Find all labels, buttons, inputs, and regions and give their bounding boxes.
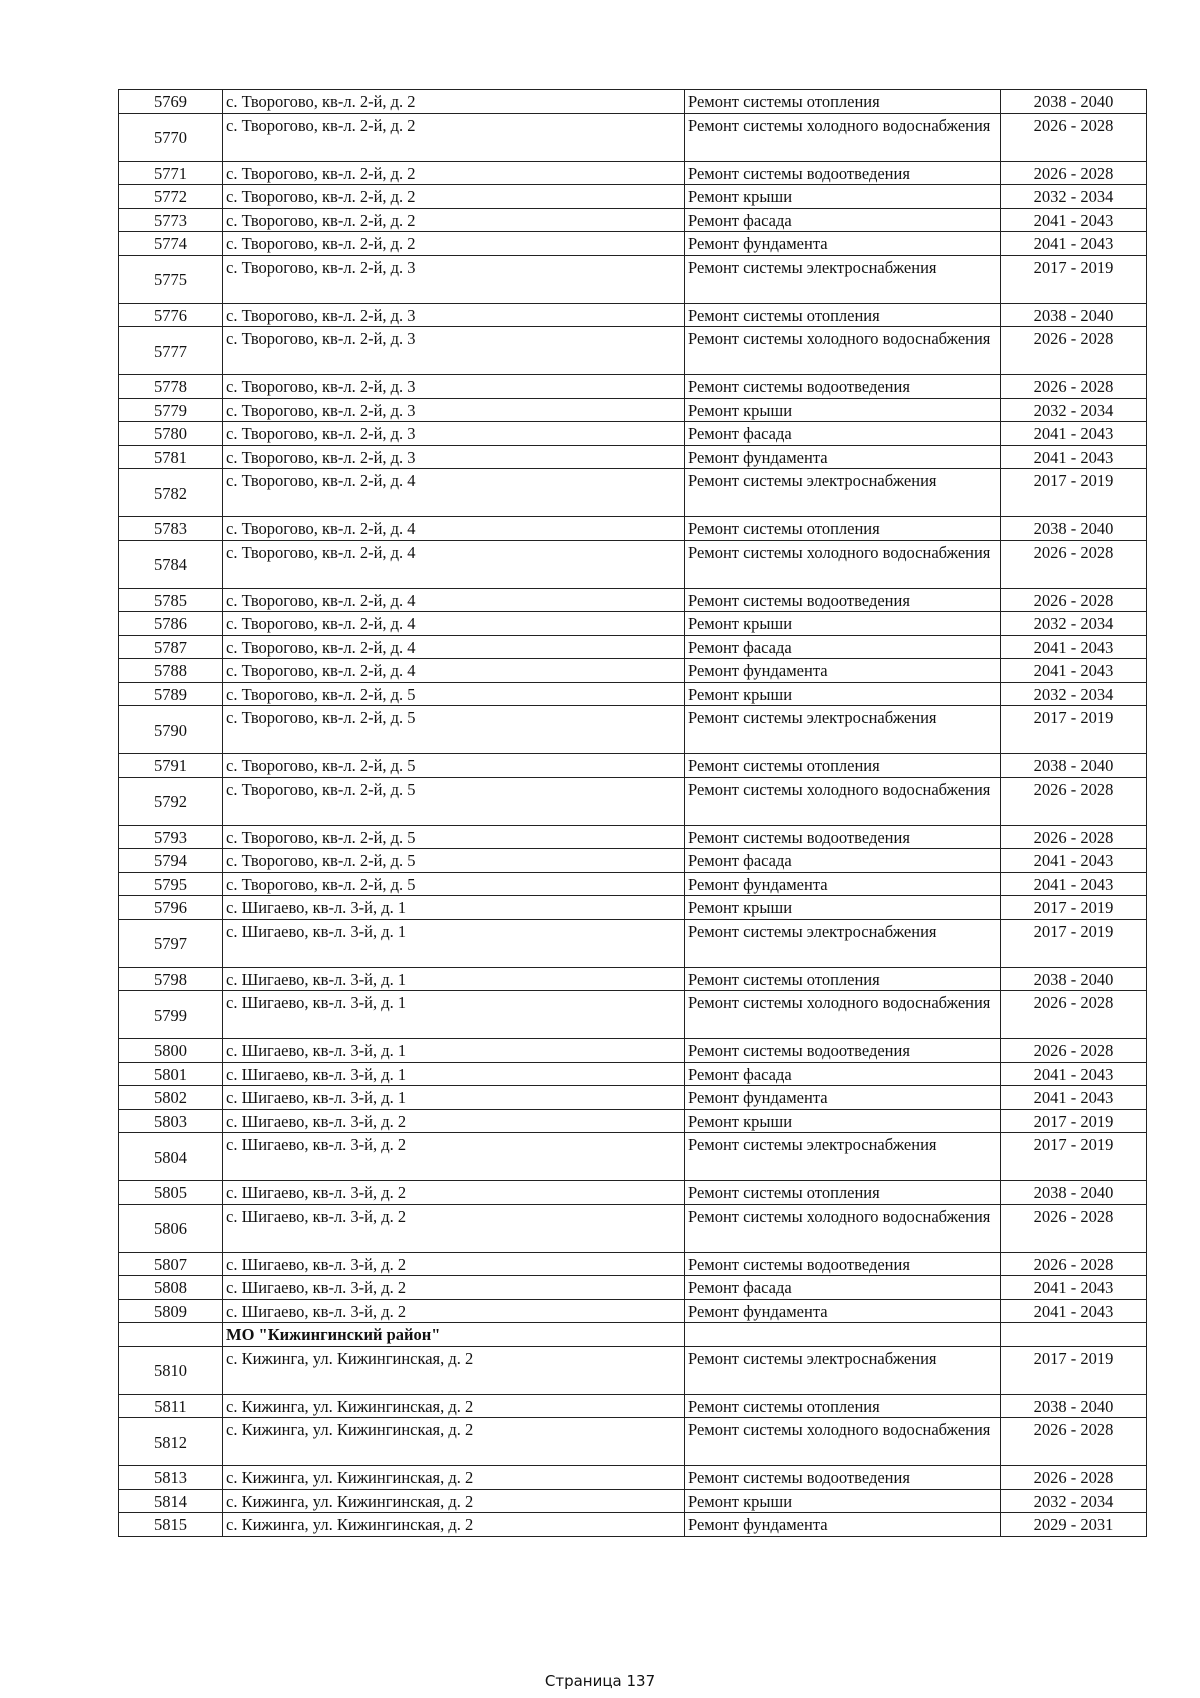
work-type-cell: Ремонт системы холодного водоснабжения: [685, 777, 1001, 825]
work-type-cell: Ремонт системы водоотведения: [685, 588, 1001, 612]
work-type-cell: Ремонт фасада: [685, 1276, 1001, 1300]
address-cell: с. Творогово, кв-л. 2-й, д. 3: [223, 255, 685, 303]
work-type-cell: Ремонт системы холодного водоснабжения: [685, 540, 1001, 588]
row-number-cell: 5774: [119, 232, 223, 256]
address-cell: с. Шигаево, кв-л. 3-й, д. 1: [223, 919, 685, 967]
work-type-cell: Ремонт фундамента: [685, 659, 1001, 683]
table-row: [119, 1466, 1147, 1490]
address-cell: с. Творогово, кв-л. 2-й, д. 2: [223, 208, 685, 232]
row-number-cell: 5802: [119, 1086, 223, 1110]
period-cell: 2026 - 2028: [1001, 1252, 1147, 1276]
work-type-cell: Ремонт системы водоотведения: [685, 1252, 1001, 1276]
period-cell: 2041 - 2043: [1001, 872, 1147, 896]
table-row: [119, 706, 1147, 754]
work-type-cell: Ремонт фасада: [685, 1062, 1001, 1086]
document-sheet: [118, 89, 1147, 1537]
period-cell: 2017 - 2019: [1001, 1346, 1147, 1394]
period-cell: 2038 - 2040: [1001, 1181, 1147, 1205]
row-number-cell: 5776: [119, 303, 223, 327]
work-type-cell: Ремонт крыши: [685, 1109, 1001, 1133]
address-cell: с. Творогово, кв-л. 2-й, д. 4: [223, 588, 685, 612]
period-cell: 2032 - 2034: [1001, 398, 1147, 422]
work-type-cell: Ремонт системы электроснабжения: [685, 706, 1001, 754]
period-cell: 2041 - 2043: [1001, 849, 1147, 873]
work-type-cell: Ремонт крыши: [685, 398, 1001, 422]
table-row: [119, 1204, 1147, 1252]
row-number-cell: 5790: [119, 706, 223, 754]
address-cell: с. Творогово, кв-л. 2-й, д. 2: [223, 232, 685, 256]
table-row: [119, 1346, 1147, 1394]
work-type-cell: Ремонт крыши: [685, 185, 1001, 209]
period-cell: 2032 - 2034: [1001, 1489, 1147, 1513]
table-row: [119, 90, 1147, 114]
table-row: [119, 208, 1147, 232]
row-number-cell: 5813: [119, 1466, 223, 1490]
table-row: [119, 398, 1147, 422]
row-number-cell: 5798: [119, 967, 223, 991]
table-row: [119, 1489, 1147, 1513]
row-number-cell: 5814: [119, 1489, 223, 1513]
period-cell: 2017 - 2019: [1001, 469, 1147, 517]
row-number-cell: 5795: [119, 872, 223, 896]
row-number-cell: 5786: [119, 612, 223, 636]
period-cell: 2026 - 2028: [1001, 1204, 1147, 1252]
work-type-cell: Ремонт системы водоотведения: [685, 1466, 1001, 1490]
section-header-row: [119, 1323, 1147, 1347]
row-number-cell: 5773: [119, 208, 223, 232]
period-cell: 2041 - 2043: [1001, 445, 1147, 469]
work-type-cell: Ремонт системы электроснабжения: [685, 1346, 1001, 1394]
address-cell: с. Шигаево, кв-л. 3-й, д. 1: [223, 1039, 685, 1063]
work-type-cell: Ремонт крыши: [685, 1489, 1001, 1513]
table-row: [119, 185, 1147, 209]
period-cell: 2041 - 2043: [1001, 635, 1147, 659]
table-row: [119, 445, 1147, 469]
row-number-cell: 5807: [119, 1252, 223, 1276]
work-type-cell: Ремонт системы отопления: [685, 754, 1001, 778]
work-type-cell: Ремонт системы электроснабжения: [685, 469, 1001, 517]
address-cell: с. Шигаево, кв-л. 3-й, д. 2: [223, 1252, 685, 1276]
period-cell: 2041 - 2043: [1001, 1086, 1147, 1110]
address-cell: с. Творогово, кв-л. 2-й, д. 5: [223, 777, 685, 825]
period-cell: 2041 - 2043: [1001, 659, 1147, 683]
address-cell: с. Шигаево, кв-л. 3-й, д. 1: [223, 896, 685, 920]
table-row: [119, 1299, 1147, 1323]
period-cell: 2017 - 2019: [1001, 706, 1147, 754]
table-row: [119, 872, 1147, 896]
address-cell: с. Творогово, кв-л. 2-й, д. 2: [223, 161, 685, 185]
row-number-cell: 5793: [119, 825, 223, 849]
table-row: [119, 1252, 1147, 1276]
address-cell: с. Творогово, кв-л. 2-й, д. 4: [223, 635, 685, 659]
address-cell: с. Шигаево, кв-л. 3-й, д. 1: [223, 967, 685, 991]
work-type-cell: Ремонт фасада: [685, 849, 1001, 873]
work-type-cell: Ремонт системы водоотведения: [685, 1039, 1001, 1063]
table-row: [119, 1086, 1147, 1110]
table-row: [119, 635, 1147, 659]
work-type-cell: Ремонт системы отопления: [685, 967, 1001, 991]
address-cell: с. Творогово, кв-л. 2-й, д. 5: [223, 825, 685, 849]
period-cell: 2017 - 2019: [1001, 896, 1147, 920]
address-cell: с. Творогово, кв-л. 2-й, д. 5: [223, 849, 685, 873]
table-row: [119, 375, 1147, 399]
row-number-cell: 5785: [119, 588, 223, 612]
row-number-cell: 5791: [119, 754, 223, 778]
address-cell: с. Творогово, кв-л. 2-й, д. 2: [223, 113, 685, 161]
table-row: [119, 422, 1147, 446]
address-cell: с. Творогово, кв-л. 2-й, д. 3: [223, 398, 685, 422]
period-cell: 2038 - 2040: [1001, 967, 1147, 991]
period-cell: 2041 - 2043: [1001, 1299, 1147, 1323]
table-row: [119, 967, 1147, 991]
table-row: [119, 682, 1147, 706]
work-type-cell: Ремонт системы холодного водоснабжения: [685, 1418, 1001, 1466]
address-cell: с. Шигаево, кв-л. 3-й, д. 1: [223, 1062, 685, 1086]
work-type-cell: Ремонт системы отопления: [685, 303, 1001, 327]
address-cell: с. Творогово, кв-л. 2-й, д. 4: [223, 517, 685, 541]
address-cell: с. Творогово, кв-л. 2-й, д. 3: [223, 445, 685, 469]
address-cell: с. Кижинга, ул. Кижингинская, д. 2: [223, 1466, 685, 1490]
table-row: [119, 232, 1147, 256]
address-cell: с. Кижинга, ул. Кижингинская, д. 2: [223, 1489, 685, 1513]
work-type-cell: Ремонт системы холодного водоснабжения: [685, 113, 1001, 161]
row-number-cell: 5803: [119, 1109, 223, 1133]
table-row: [119, 540, 1147, 588]
work-type-cell: Ремонт фундамента: [685, 1086, 1001, 1110]
work-type-cell: Ремонт системы холодного водоснабжения: [685, 991, 1001, 1039]
table-row: [119, 469, 1147, 517]
work-type-cell: Ремонт системы отопления: [685, 517, 1001, 541]
work-type-cell: Ремонт системы электроснабжения: [685, 255, 1001, 303]
work-type-cell: Ремонт крыши: [685, 896, 1001, 920]
row-number-cell: 5771: [119, 161, 223, 185]
work-type-cell: Ремонт крыши: [685, 612, 1001, 636]
address-cell: с. Шигаево, кв-л. 3-й, д. 2: [223, 1181, 685, 1205]
row-number-cell: 5783: [119, 517, 223, 541]
row-number-cell: 5779: [119, 398, 223, 422]
table-row: [119, 754, 1147, 778]
address-cell: с. Шигаево, кв-л. 3-й, д. 2: [223, 1133, 685, 1181]
address-cell: с. Творогово, кв-л. 2-й, д. 2: [223, 185, 685, 209]
period-cell: 2026 - 2028: [1001, 113, 1147, 161]
table-row: [119, 849, 1147, 873]
work-type-cell: Ремонт системы холодного водоснабжения: [685, 1204, 1001, 1252]
period-cell: 2026 - 2028: [1001, 161, 1147, 185]
period-cell: 2026 - 2028: [1001, 1466, 1147, 1490]
period-cell: 2017 - 2019: [1001, 1109, 1147, 1133]
table-row: [119, 303, 1147, 327]
row-number-cell: 5806: [119, 1204, 223, 1252]
table-row: [119, 919, 1147, 967]
address-cell: с. Шигаево, кв-л. 3-й, д. 1: [223, 1086, 685, 1110]
address-cell: с. Творогово, кв-л. 2-й, д. 3: [223, 422, 685, 446]
address-cell: с. Кижинга, ул. Кижингинская, д. 2: [223, 1394, 685, 1418]
period-cell: 2026 - 2028: [1001, 375, 1147, 399]
row-number-cell: 5800: [119, 1039, 223, 1063]
address-cell: с. Творогово, кв-л. 2-й, д. 3: [223, 375, 685, 399]
row-number-cell: 5804: [119, 1133, 223, 1181]
period-cell: 2026 - 2028: [1001, 1418, 1147, 1466]
work-type-cell: Ремонт фасада: [685, 635, 1001, 659]
work-type-cell: Ремонт системы отопления: [685, 1394, 1001, 1418]
row-number-cell: 5808: [119, 1276, 223, 1300]
table-row: [119, 1418, 1147, 1466]
period-cell: 2017 - 2019: [1001, 255, 1147, 303]
work-type-cell: Ремонт системы отопления: [685, 1181, 1001, 1205]
work-type-cell: Ремонт системы водоотведения: [685, 161, 1001, 185]
row-number-cell: 5796: [119, 896, 223, 920]
period-cell: 2041 - 2043: [1001, 1276, 1147, 1300]
row-number-cell: 5784: [119, 540, 223, 588]
period-cell: 2041 - 2043: [1001, 1062, 1147, 1086]
table-row: [119, 517, 1147, 541]
row-number-cell: [119, 1323, 223, 1347]
address-cell: с. Шигаево, кв-л. 3-й, д. 1: [223, 991, 685, 1039]
row-number-cell: 5780: [119, 422, 223, 446]
period-cell: 2038 - 2040: [1001, 303, 1147, 327]
table-row: [119, 161, 1147, 185]
address-cell: с. Шигаево, кв-л. 3-й, д. 2: [223, 1204, 685, 1252]
work-type-cell: Ремонт фундамента: [685, 1299, 1001, 1323]
row-number-cell: 5801: [119, 1062, 223, 1086]
row-number-cell: 5778: [119, 375, 223, 399]
row-number-cell: 5775: [119, 255, 223, 303]
work-type-cell: Ремонт крыши: [685, 682, 1001, 706]
period-cell: [1001, 1323, 1147, 1347]
table-row: [119, 1394, 1147, 1418]
repair-schedule-table: [118, 89, 1147, 1537]
table-row: [119, 1513, 1147, 1537]
table-row: [119, 777, 1147, 825]
work-type-cell: Ремонт фундамента: [685, 232, 1001, 256]
row-number-cell: 5805: [119, 1181, 223, 1205]
table-body: [119, 90, 1147, 1537]
period-cell: 2026 - 2028: [1001, 991, 1147, 1039]
address-cell: с. Шигаево, кв-л. 3-й, д. 2: [223, 1299, 685, 1323]
table-row: [119, 991, 1147, 1039]
table-row: [119, 588, 1147, 612]
address-cell: с. Творогово, кв-л. 2-й, д. 5: [223, 754, 685, 778]
row-number-cell: 5777: [119, 327, 223, 375]
row-number-cell: 5788: [119, 659, 223, 683]
row-number-cell: 5794: [119, 849, 223, 873]
row-number-cell: 5810: [119, 1346, 223, 1394]
period-cell: 2038 - 2040: [1001, 90, 1147, 114]
table-row: [119, 1062, 1147, 1086]
work-type-cell: Ремонт фундамента: [685, 1513, 1001, 1537]
address-cell: с. Творогово, кв-л. 2-й, д. 4: [223, 612, 685, 636]
row-number-cell: 5787: [119, 635, 223, 659]
period-cell: 2032 - 2034: [1001, 682, 1147, 706]
work-type-cell: Ремонт системы электроснабжения: [685, 1133, 1001, 1181]
row-number-cell: 5799: [119, 991, 223, 1039]
period-cell: 2029 - 2031: [1001, 1513, 1147, 1537]
address-cell: с. Шигаево, кв-л. 3-й, д. 2: [223, 1276, 685, 1300]
period-cell: 2026 - 2028: [1001, 777, 1147, 825]
row-number-cell: 5782: [119, 469, 223, 517]
address-cell: с. Творогово, кв-л. 2-й, д. 4: [223, 659, 685, 683]
work-type-cell: Ремонт системы холодного водоснабжения: [685, 327, 1001, 375]
row-number-cell: 5772: [119, 185, 223, 209]
row-number-cell: 5811: [119, 1394, 223, 1418]
period-cell: 2038 - 2040: [1001, 1394, 1147, 1418]
table-row: [119, 659, 1147, 683]
table-row: [119, 825, 1147, 849]
period-cell: 2041 - 2043: [1001, 422, 1147, 446]
row-number-cell: 5769: [119, 90, 223, 114]
period-cell: 2026 - 2028: [1001, 588, 1147, 612]
row-number-cell: 5789: [119, 682, 223, 706]
address-cell: с. Творогово, кв-л. 2-й, д. 5: [223, 872, 685, 896]
period-cell: 2026 - 2028: [1001, 327, 1147, 375]
work-type-cell: Ремонт системы водоотведения: [685, 375, 1001, 399]
work-type-cell: Ремонт фундамента: [685, 872, 1001, 896]
address-cell: с. Творогово, кв-л. 2-й, д. 5: [223, 682, 685, 706]
work-type-cell: Ремонт фасада: [685, 208, 1001, 232]
period-cell: 2032 - 2034: [1001, 185, 1147, 209]
row-number-cell: 5781: [119, 445, 223, 469]
period-cell: 2026 - 2028: [1001, 540, 1147, 588]
table-row: [119, 1039, 1147, 1063]
row-number-cell: 5770: [119, 113, 223, 161]
table-row: [119, 1276, 1147, 1300]
period-cell: 2017 - 2019: [1001, 919, 1147, 967]
table-row: [119, 1109, 1147, 1133]
table-row: [119, 1133, 1147, 1181]
work-type-cell: Ремонт системы водоотведения: [685, 825, 1001, 849]
address-cell: с. Кижинга, ул. Кижингинская, д. 2: [223, 1418, 685, 1466]
table-row: [119, 327, 1147, 375]
table-row: [119, 255, 1147, 303]
page-number: Страница 137: [544, 1672, 656, 1690]
work-type-cell: Ремонт системы электроснабжения: [685, 919, 1001, 967]
address-cell: с. Творогово, кв-л. 2-й, д. 4: [223, 540, 685, 588]
period-cell: 2026 - 2028: [1001, 1039, 1147, 1063]
address-cell: с. Творогово, кв-л. 2-й, д. 3: [223, 327, 685, 375]
table-row: [119, 1181, 1147, 1205]
address-cell: с. Творогово, кв-л. 2-й, д. 5: [223, 706, 685, 754]
period-cell: 2038 - 2040: [1001, 517, 1147, 541]
table-row: [119, 896, 1147, 920]
address-cell: с. Кижинга, ул. Кижингинская, д. 2: [223, 1346, 685, 1394]
work-type-cell: Ремонт фасада: [685, 422, 1001, 446]
table-row: [119, 113, 1147, 161]
address-cell: с. Творогово, кв-л. 2-й, д. 3: [223, 303, 685, 327]
work-type-cell: [685, 1323, 1001, 1347]
table-row: [119, 612, 1147, 636]
row-number-cell: 5812: [119, 1418, 223, 1466]
address-cell: с. Шигаево, кв-л. 3-й, д. 2: [223, 1109, 685, 1133]
period-cell: 2017 - 2019: [1001, 1133, 1147, 1181]
work-type-cell: Ремонт фундамента: [685, 445, 1001, 469]
work-type-cell: Ремонт системы отопления: [685, 90, 1001, 114]
address-cell: с. Творогово, кв-л. 2-й, д. 2: [223, 90, 685, 114]
period-cell: 2026 - 2028: [1001, 825, 1147, 849]
row-number-cell: 5797: [119, 919, 223, 967]
period-cell: 2041 - 2043: [1001, 232, 1147, 256]
period-cell: 2041 - 2043: [1001, 208, 1147, 232]
period-cell: 2038 - 2040: [1001, 754, 1147, 778]
period-cell: 2032 - 2034: [1001, 612, 1147, 636]
section-title-cell: МО "Кижингинский район": [223, 1323, 685, 1347]
row-number-cell: 5815: [119, 1513, 223, 1537]
address-cell: с. Кижинга, ул. Кижингинская, д. 2: [223, 1513, 685, 1537]
row-number-cell: 5809: [119, 1299, 223, 1323]
address-cell: с. Творогово, кв-л. 2-й, д. 4: [223, 469, 685, 517]
row-number-cell: 5792: [119, 777, 223, 825]
